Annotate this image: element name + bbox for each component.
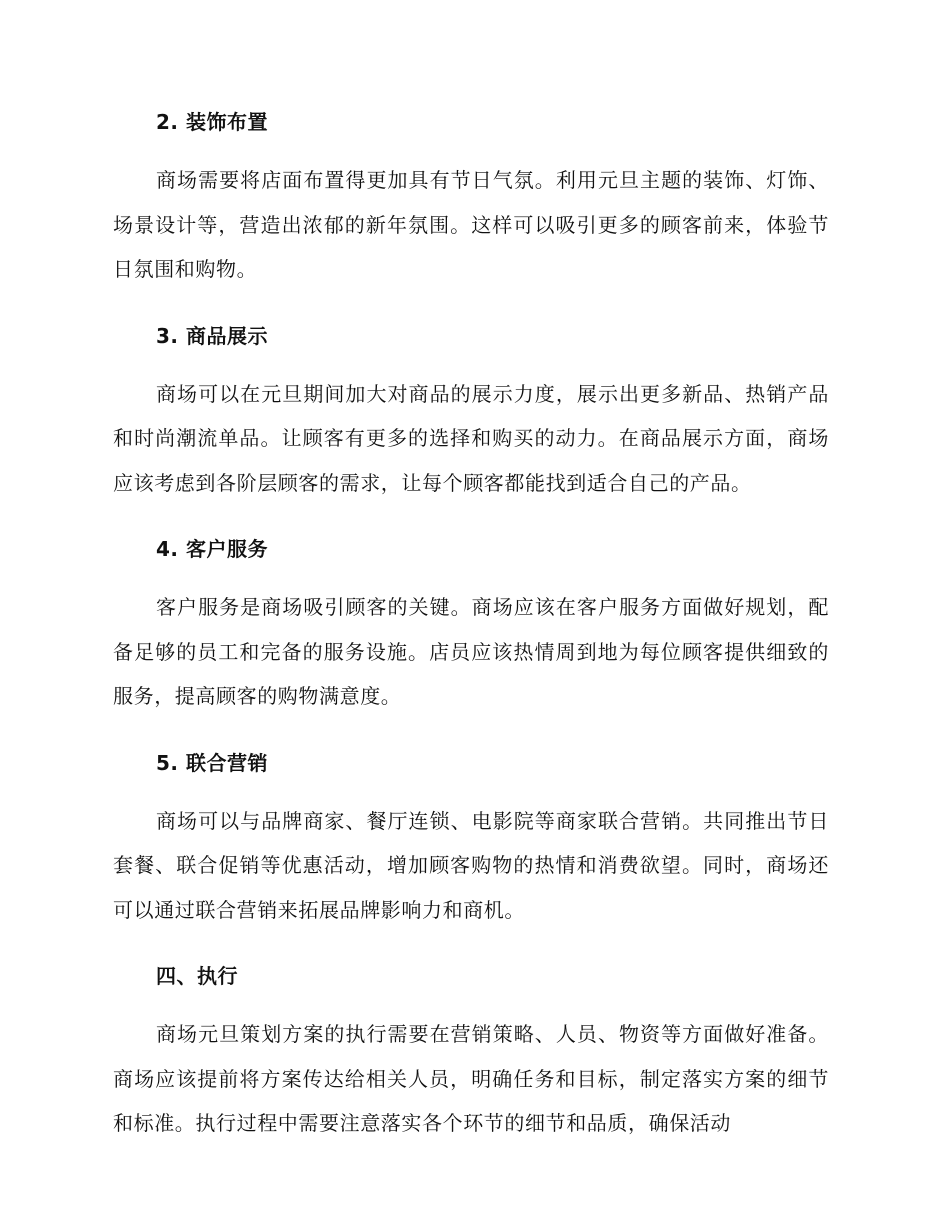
section-heading-product-display: 3. 商品展示 bbox=[156, 323, 268, 348]
document-page bbox=[113, 106, 829, 1146]
section-body-product-display: 商场可以在元旦期间加大对商品的展示力度，展示出更多新品、热销产品和时尚潮流单品。让顾客有更多的选择和购买的动力。在商品展示方面，商场应该考虑到各阶层顾客的需求，让每个顾客都能找到适合自己的产品。 bbox=[113, 381, 829, 495]
section-heading-customer-service: 4. 客户服务 bbox=[156, 537, 268, 561]
section-body-joint-marketing: 商场可以与品牌商家、餐厅连锁、电影院等商家联合营销。共同推出节日套餐、联合促销等优惠活动，增加顾客购物的热情和消费欲望。同时，商场还可以通过联合营销来拓展品牌影响力和商机。 bbox=[113, 808, 829, 922]
section-body-decoration: 商场需要将店面布置得更加具有节日气氛。利用元旦主题的装饰、灯饰、场景设计等，营造出浓郁的新年氛围。这样可以吸引更多的顾客前来，体验节日氛围和购物。 bbox=[113, 168, 829, 281]
section-heading-joint-marketing: 5. 联合营销 bbox=[156, 750, 268, 775]
section-heading-decoration: 2. 装饰布置 bbox=[156, 110, 268, 134]
section-body-customer-service: 客户服务是商场吸引顾客的关键。商场应该在客户服务方面做好规划，配备足够的员工和完备的服务设施。店员应该热情周到地为每位顾客提供细致的服务，提高顾客的购物满意度。 bbox=[113, 595, 829, 708]
section-heading-execution: 四、执行 bbox=[156, 964, 238, 988]
section-body-execution: 商场元旦策划方案的执行需要在营销策略、人员、物资等方面做好准备。商场应该提前将方案传达给相关人员，明确任务和目标，制定落实方案的细节和标准。执行过程中需要注意落实各个环节的细节和品质，确保活动 bbox=[113, 1022, 829, 1135]
